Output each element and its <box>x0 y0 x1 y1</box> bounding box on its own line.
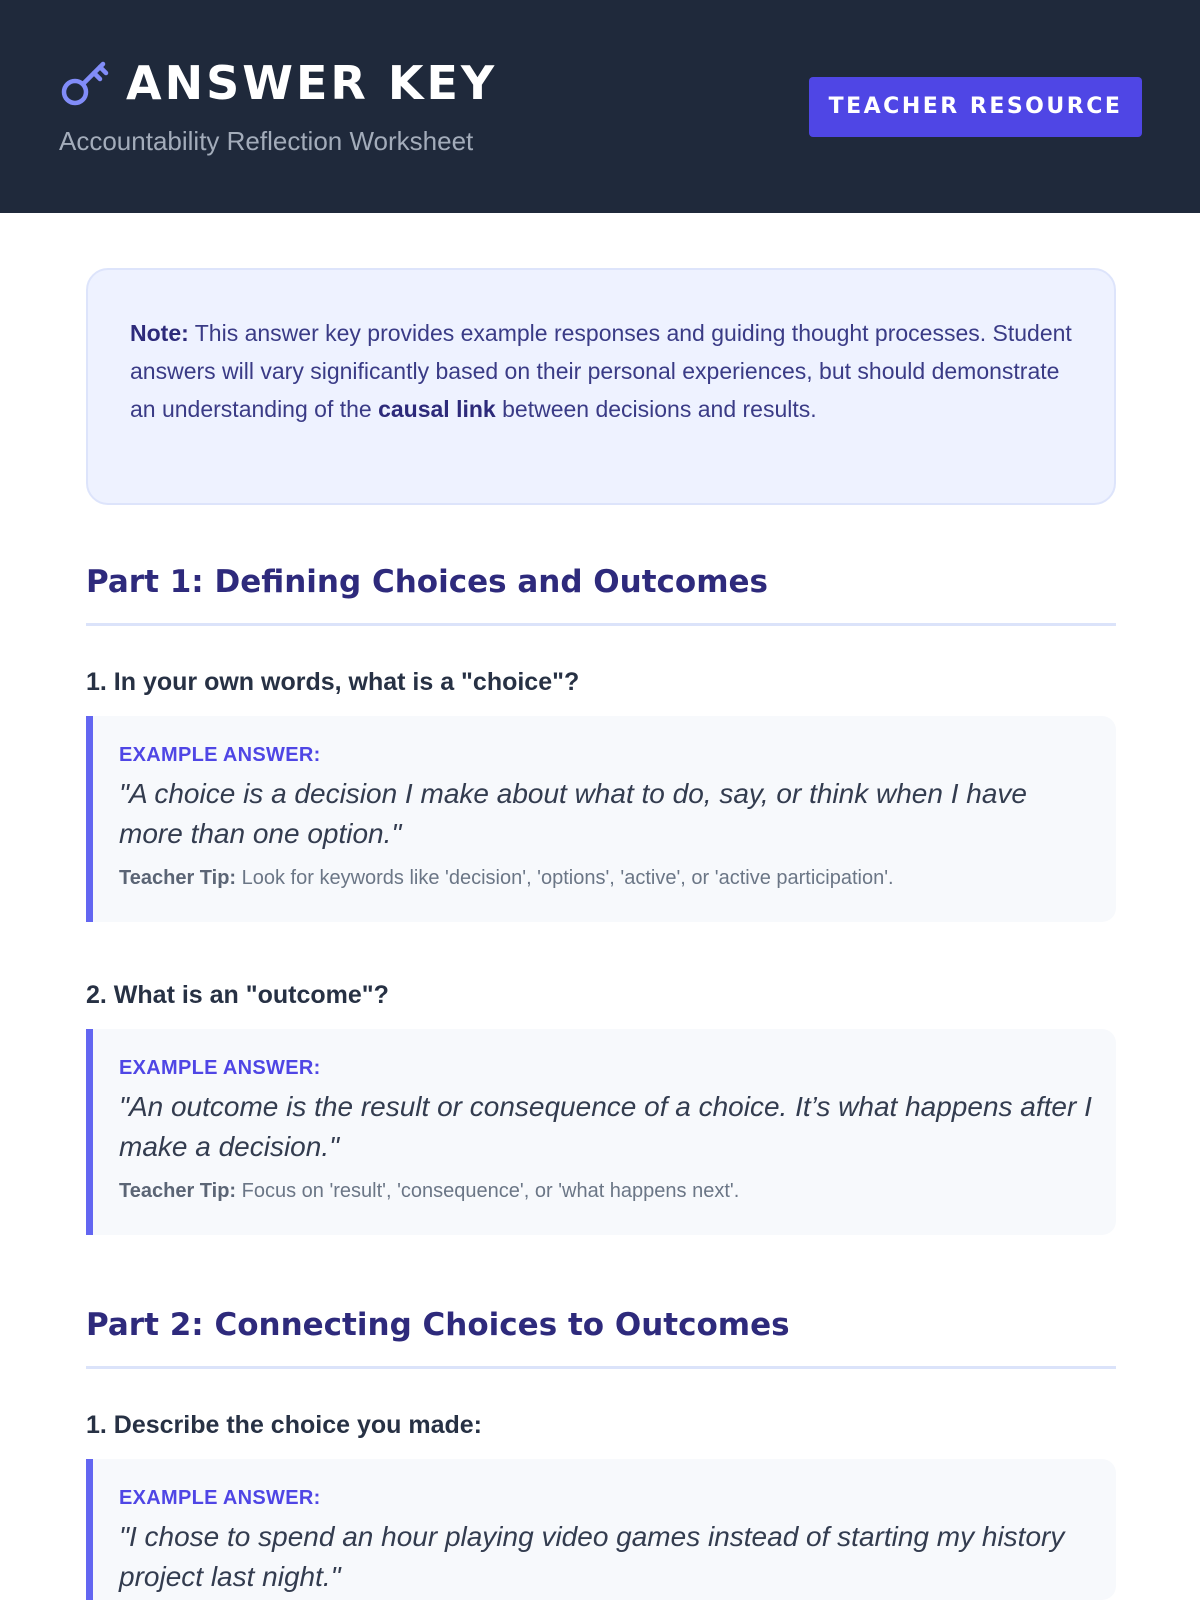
header <box>0 0 1200 213</box>
key-icon <box>58 56 112 110</box>
teacher-tip-text: Focus on 'result', 'consequence', or 'what happens next'. <box>236 1180 740 1202</box>
teacher-tip <box>119 864 1092 892</box>
section-title-part-2: Part 2: Connecting Choices to Outcomes <box>86 1305 1116 1369</box>
answer-text: "An outcome is the result or consequence of a choice. It’s what happens after I make a decision." <box>119 1091 1092 1162</box>
note-emphasis: causal link <box>378 396 496 422</box>
section-title-part-1: Part 1: Defining Choices and Outcomes <box>86 562 1116 626</box>
teacher-resource-badge: TEACHER RESOURCE <box>809 77 1142 137</box>
note-label: Note: <box>130 320 189 346</box>
question-1-1: 1. In your own words, what is a "choice"? <box>86 668 580 696</box>
answer-label: EXAMPLE ANSWER: <box>119 1057 321 1079</box>
note-text-after: between decisions and results. <box>495 396 817 422</box>
page-subtitle: Accountability Reflection Worksheet <box>59 126 474 156</box>
note-box <box>86 268 1116 505</box>
teacher-tip <box>119 1177 1092 1205</box>
answer-label: EXAMPLE ANSWER: <box>119 744 321 766</box>
note-text-before: This answer key provides example responses and guiding thought processes. Student answers will vary significantly based on their personal experiences, but should demonstrate an understanding of the <box>130 320 1072 422</box>
teacher-tip-text: Look for keywords like 'decision', 'options', 'active', or 'active participation'. <box>236 867 894 889</box>
answer-card-2-1 <box>86 1459 1116 1600</box>
question-1-2: 2. What is an "outcome"? <box>86 981 389 1009</box>
teacher-tip-label: Teacher Tip: <box>119 1180 237 1202</box>
page-title: ANSWER KEY <box>126 56 498 110</box>
brand <box>58 56 497 110</box>
answer-text: "A choice is a decision I make about what to do, say, or think when I have more than one option." <box>119 778 1027 849</box>
answer-card-1-1 <box>86 716 1116 922</box>
question-2-1: 1. Describe the choice you made: <box>86 1411 482 1439</box>
teacher-tip-label: Teacher Tip: <box>119 867 237 889</box>
answer-card-1-2 <box>86 1029 1116 1235</box>
answer-text: "I chose to spend an hour playing video games instead of starting my history project last night." <box>119 1521 1065 1592</box>
answer-label: EXAMPLE ANSWER: <box>119 1487 321 1509</box>
